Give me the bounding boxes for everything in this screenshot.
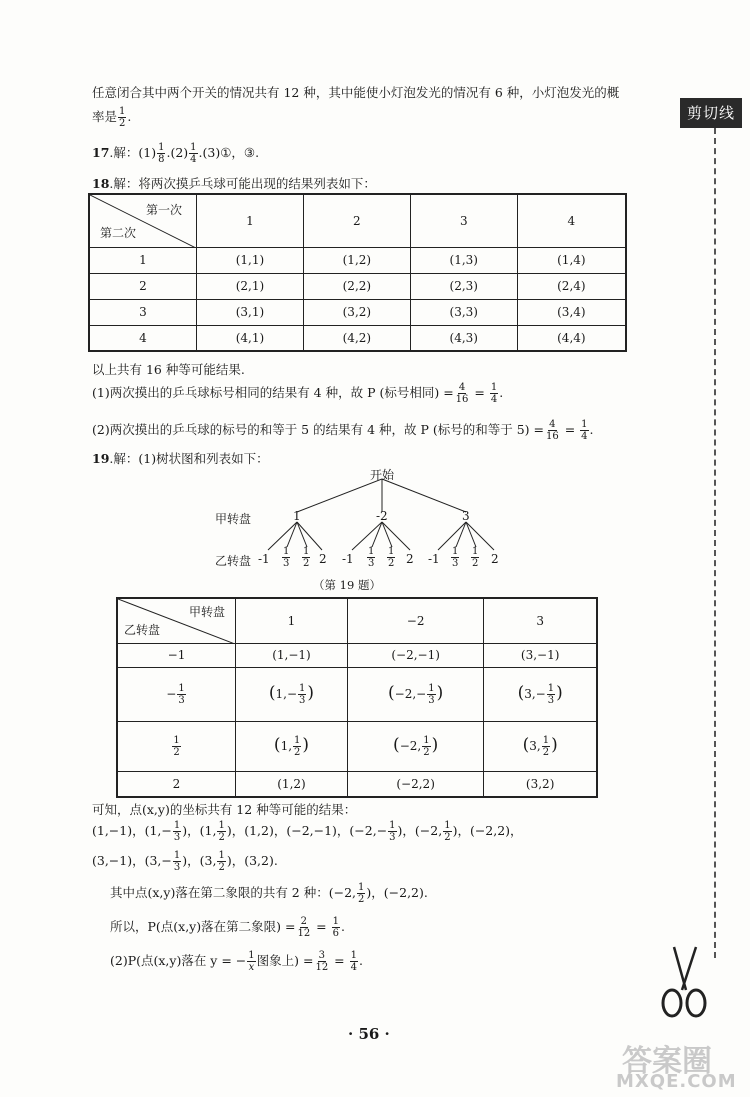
p19-cell: (1,− $\frac{1}{3}$ ): [236, 667, 348, 721]
p19-line-d: 其中点(x,y)落在第二象限的共有 2 种：(−2, $\frac{1}{2}$ )，(−2,2).: [110, 882, 428, 905]
p19-cell: (−2, $\frac{1}{2}$ ): [347, 721, 483, 771]
p18-row-label: 3: [89, 299, 197, 325]
p18-q2: (2)两次摸出的乒乓球的标号的和等于 5 的结果有 4 种，故 P (标号的和等于 5) = $\frac{4}{16}$ = $\frac{1}{4}$ .: [92, 419, 594, 442]
p16-line1: 任意闭合其中两个开关的情况共有 12 种，其中能使小灯泡发光的情况有 6 种，小灯泡发光的概: [92, 85, 620, 100]
p19-tree-leaf: 2: [406, 552, 414, 566]
p19-line-a: 可知，点(x,y)的坐标共有 12 种等可能的结果：: [92, 802, 357, 817]
p19-intro: 19.解：(1)树状图和列表如下：: [92, 451, 269, 466]
p19-tree-node: 3: [462, 509, 470, 523]
p19-col-header: 1: [236, 598, 348, 643]
p18-diag-header: 第一次 第二次: [89, 194, 197, 247]
p19-cell: (1,−1): [236, 643, 348, 667]
p17-answer: 17.解：(1) $\frac{1}{8}$ .(2) $\frac{1}{4}$ .(3)①，③.: [92, 142, 260, 165]
p19-tree-leaf: $\frac{1}{2}$: [303, 546, 310, 569]
cut-line-label: 剪切线: [680, 98, 742, 128]
watermark-logo: 答案圈: [622, 1044, 712, 1079]
p16-line2: 率是 $\frac{1}{2}$ .: [92, 106, 132, 129]
p19-cell: (3, $\frac{1}{2}$ ): [484, 721, 597, 771]
p18-row-label: 4: [89, 325, 197, 351]
p18-cell: (4,3): [410, 325, 517, 351]
p19-line-e: 所以，P(点(x,y)落在第二象限) = $\frac{2}{12}$ = $\frac{1}{6}$ .: [110, 916, 345, 939]
p18-col-header: 4: [517, 194, 626, 247]
p19-line-c: (3,−1)，(3,− $\frac{1}{3}$ )，(3, $\frac{1}{2}$ )，(3,2).: [92, 850, 278, 873]
p18-q1: (1)两次摸出的乒乓球标号相同的结果有 4 种，故 P (标号相同) = $\frac{4}{16}$ = $\frac{1}{4}$ .: [92, 382, 504, 405]
watermark-url: MXQE.COM: [616, 1071, 737, 1092]
page-number: · 56 ·: [348, 1025, 390, 1043]
p18-cell: (1,1): [197, 247, 304, 273]
p18-cell: (2,4): [517, 273, 626, 299]
p19-tree-label-jia: 甲转盘: [215, 512, 252, 526]
p19-cell: (3,2): [484, 771, 597, 797]
p19-table: [116, 597, 598, 798]
p19-tree-caption: （第 19 题）: [313, 578, 381, 592]
p19-cell: (−2,2): [347, 771, 483, 797]
p18-cell: (3,4): [517, 299, 626, 325]
p19-tree-leaf: -1: [428, 552, 440, 566]
p18-cell: (3,2): [303, 299, 410, 325]
p18-cell: (3,1): [197, 299, 304, 325]
p19-tree-leaf: $\frac{1}{2}$: [472, 546, 479, 569]
p19-diag-header: 甲转盘 乙转盘: [117, 598, 236, 643]
p19-tree-leaf: $\frac{1}{3}$: [283, 546, 290, 569]
p18-cell: (1,2): [303, 247, 410, 273]
p19-tree-leaf: $\frac{1}{3}$: [368, 546, 375, 569]
p18-cell: (4,1): [197, 325, 304, 351]
p18-cell: (1,3): [410, 247, 517, 273]
p18-cell: (2,2): [303, 273, 410, 299]
p19-cell: (3,− $\frac{1}{3}$ ): [484, 667, 597, 721]
p19-tree-leaf: $\frac{1}{3}$: [452, 546, 459, 569]
p18-cell: (4,2): [303, 325, 410, 351]
p19-tree-leaf: 2: [491, 552, 499, 566]
p19-tree-node: 1: [293, 509, 301, 523]
p19-tree-label-yi: 乙转盘: [215, 554, 252, 568]
p19-tree-leaf: 2: [319, 552, 327, 566]
p18-cell: (4,4): [517, 325, 626, 351]
p19-row-label: $\frac{1}{2}$: [117, 721, 236, 771]
p18-intro: 18.解：将两次摸乒乓球可能出现的结果列表如下：: [92, 176, 376, 191]
p19-cell: (1, $\frac{1}{2}$ ): [236, 721, 348, 771]
p18-col-header: 1: [197, 194, 304, 247]
p19-col-header: 3: [484, 598, 597, 643]
p18-col-header: 2: [303, 194, 410, 247]
p19-row-label: 2: [117, 771, 236, 797]
p19-tree-leaf: $\frac{1}{2}$: [388, 546, 395, 569]
p18-cell: (3,3): [410, 299, 517, 325]
p19-line-f: (2)P(点(x,y)落在 y = − $\frac{1}{x}$ 图象上) = $\frac{3}{12}$ = $\frac{1}{4}$ .: [110, 950, 363, 973]
p18-summary: 以上共有 16 种等可能结果.: [92, 362, 245, 377]
p19-tree-node: -2: [376, 509, 388, 523]
p19-row-label: − $\frac{1}{3}$: [117, 667, 236, 721]
p19-line-b: (1,−1)，(1,− $\frac{1}{3}$ )，(1, $\frac{1}{2}$ )，(1,2)，(−2,−1)，(−2,− $\frac{1}{3}$ )，(−2, $\frac{1}{2}$ )，(−2,2)，: [92, 820, 523, 843]
p19-cell: (3,−1): [484, 643, 597, 667]
p16-fraction: $\frac{1}{2}$: [119, 106, 126, 129]
p19-tree-root: 开始: [370, 468, 395, 482]
p19-cell: (−2,−1): [347, 643, 483, 667]
p19-cell: (−2,− $\frac{1}{3}$ ): [347, 667, 483, 721]
p18-row-label: 2: [89, 273, 197, 299]
p19-tree-leaf: -1: [258, 552, 270, 566]
p19-cell: (1,2): [236, 771, 348, 797]
p19-row-label: −1: [117, 643, 236, 667]
scissors-icon: [656, 945, 712, 1023]
p18-row-label: 1: [89, 247, 197, 273]
p19-col-header: −2: [347, 598, 483, 643]
p19-tree-leaf: -1: [342, 552, 354, 566]
p18-col-header: 3: [410, 194, 517, 247]
p18-cell: (1,4): [517, 247, 626, 273]
p18-cell: (2,3): [410, 273, 517, 299]
p18-cell: (2,1): [197, 273, 304, 299]
